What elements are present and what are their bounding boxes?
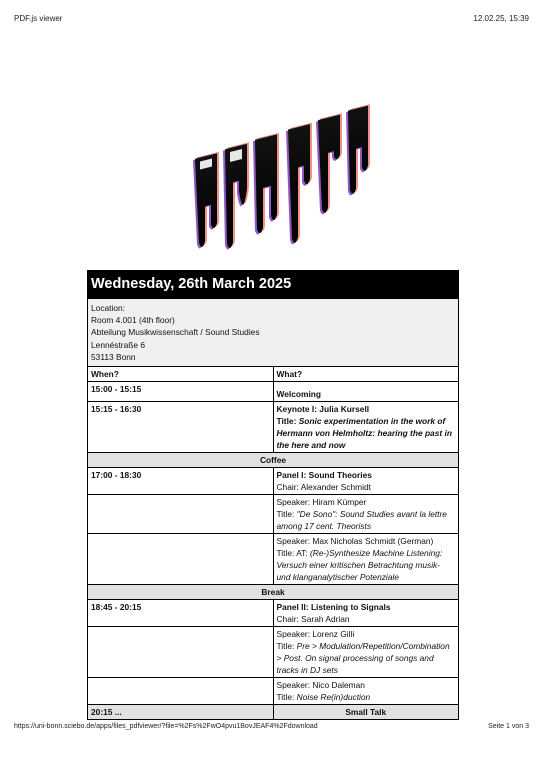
talk-speaker: Speaker: Max Nicholas Schmidt (German): [276, 536, 434, 547]
title-prefix: Title:: [276, 692, 297, 703]
session-time: 17:00 - 18:30: [88, 468, 274, 495]
location-line: 53113 Bonn: [91, 351, 136, 362]
keynote-title: Sonic experimentation in the work of Hermann von Helmholtz: hearing the past in the here and now: [276, 416, 452, 451]
title-prefix: Title:: [276, 509, 297, 520]
keynote-cell: [273, 402, 459, 453]
small-talk-row: [88, 705, 459, 720]
session-title: Welcoming: [273, 382, 459, 402]
panel-chair: Chair: Sarah Adrian: [276, 614, 350, 625]
session-time: 15:15 - 16:30: [88, 402, 274, 453]
program-table: [87, 298, 459, 720]
program-document: [87, 270, 459, 720]
talk-row: [88, 495, 459, 534]
talk-title: "De Sono": Sound Studies avant la lettre among 17 cent. Theorists: [276, 509, 447, 532]
empty-cell: [88, 534, 274, 585]
talk-row: [88, 627, 459, 678]
empty-cell: [88, 627, 274, 678]
talk-cell: [273, 534, 459, 585]
title-prefix: Title:: [276, 416, 299, 427]
when-header: When?: [88, 367, 274, 382]
talk-title: Pre > Modulation/Repetition/Combination > Post. On signal processing of songs and tracks in DJ sets: [276, 641, 450, 676]
small-talk-label: Small Talk: [273, 705, 459, 720]
break-row: [88, 585, 459, 600]
welcoming-row: [88, 382, 459, 402]
talk-title: Noise Re(in)duction: [296, 692, 371, 703]
keynote-row: [88, 402, 459, 453]
location-line: Abteilung Musikwissenschaft / Sound Studies: [91, 327, 260, 338]
title-prefix: Title: AT:: [276, 548, 311, 559]
panel2-cell: [273, 600, 459, 627]
session-time: 15:00 - 15:15: [88, 382, 274, 402]
talk-speaker: Speaker: Nico Daleman: [276, 680, 365, 691]
coffee-row: [88, 453, 459, 468]
title-prefix: Title:: [276, 641, 297, 652]
panel-heading: Panel II: Listening to Signals: [276, 602, 391, 613]
talk-speaker: Speaker: Hiram Kümper: [276, 497, 367, 508]
talk-cell: [273, 627, 459, 678]
document-url: https://uni-bonn.sciebo.de/apps/files_pdfviewer/?file=%2Fs%2FwO4pvu1BovJEAF4%2Fdownload: [14, 723, 318, 730]
talk-row: [88, 678, 459, 705]
viewer-app-title: PDF.js viewer: [14, 14, 63, 23]
coffee-label: Coffee: [88, 453, 459, 468]
panel2-row: [88, 600, 459, 627]
talk-cell: [273, 495, 459, 534]
talk-speaker: Speaker: Lorenz Gilli: [276, 629, 355, 640]
empty-cell: [88, 495, 274, 534]
location-line: Room 4.001 (4th floor): [91, 315, 175, 326]
talk-title: (Re-)Synthesize Machine Listening: Versuch einer kritischen Betrachtung musik- und klanganalytischer Potenziale: [276, 548, 443, 583]
talk-cell: [273, 678, 459, 705]
panel1-cell: [273, 468, 459, 495]
panel1-row: [88, 468, 459, 495]
print-datetime: 12.02.25, 15:39: [473, 14, 529, 23]
day-heading: Wednesday, 26th March 2025: [87, 270, 459, 298]
location-row: [88, 299, 459, 367]
panel-chair: Chair: Alexander Schmidt: [276, 482, 371, 493]
location-cell: [88, 299, 459, 367]
talk-row: [88, 534, 459, 585]
panel-heading: Panel I: Sound Theories: [276, 470, 372, 481]
header-row: [88, 367, 459, 382]
location-label: Location:: [91, 303, 125, 313]
what-header: What?: [273, 367, 459, 382]
session-time: 18:45 - 20:15: [88, 600, 274, 627]
keynote-heading: Keynote I: Julia Kursell: [276, 404, 370, 415]
empty-cell: [88, 678, 274, 705]
location-line: Lennéstraße 6: [91, 339, 146, 350]
break-label: Break: [88, 585, 459, 600]
session-time: 20:15 ...: [88, 705, 274, 720]
page-indicator: Seite 1 von 3: [488, 723, 529, 730]
dripping-pre-post-logo-icon: [170, 95, 375, 260]
